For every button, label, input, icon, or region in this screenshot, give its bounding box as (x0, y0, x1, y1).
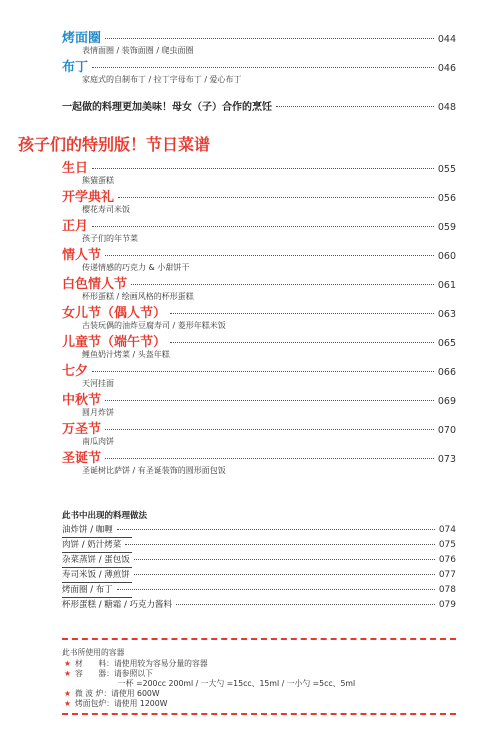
entry-subtitle: 圣诞树比萨饼 / 有圣诞装饰的圆形面包饭 (82, 466, 226, 475)
entry-subtitle: 樱花寿司米饭 (82, 205, 130, 214)
recipe-item[interactable] (62, 553, 456, 567)
toc-entry-holiday[interactable] (62, 447, 456, 476)
page-number: 076 (438, 555, 456, 565)
star-icon: ★ (64, 669, 71, 678)
page-number: 065 (437, 338, 456, 349)
leader-dots (125, 544, 435, 545)
entry-subtitle: 南瓜肉饼 (82, 437, 114, 446)
page-number: 044 (437, 34, 456, 45)
page-number: 059 (437, 222, 456, 233)
recipe-item[interactable] (62, 583, 456, 597)
leader-dots (92, 371, 434, 372)
section-heading: 孩子们的特别版！节日菜谱 (18, 135, 211, 154)
page-number: 069 (437, 396, 456, 407)
entry-title: 正月 (62, 219, 89, 234)
leader-dots (117, 589, 435, 590)
toc-entry-donuts[interactable] (62, 27, 456, 56)
leader-dots (170, 342, 434, 343)
page-number: 056 (437, 193, 456, 204)
recipe-label: 寿司米饭 / 薄煎饼 (62, 570, 130, 580)
leader-dots (105, 38, 434, 39)
leader-dots (131, 284, 434, 285)
toc-entry-holiday[interactable] (62, 389, 456, 418)
container-note-text: 容 器：请参照以下 (75, 669, 153, 678)
recipe-label: 杯形蛋糕 / 糖霜 / 巧克力酱料 (62, 600, 173, 610)
entry-subtitle: 表情面圈 / 装饰面圈 / 爬虫面圈 (82, 46, 194, 55)
entry-subtitle: 天河挂面 (82, 379, 114, 388)
dashed-divider-top (62, 638, 456, 640)
page-number: 061 (437, 280, 456, 291)
toc-entry-holiday[interactable] (62, 418, 456, 447)
container-note-text: 烤面包炉：请使用 1200W (75, 699, 168, 708)
recipe-label: 肉饼 / 奶汁烤菜 (62, 540, 122, 550)
toc-entry-pudding[interactable] (62, 56, 456, 85)
page-number: 070 (437, 425, 456, 436)
container-note (62, 688, 160, 698)
leader-dots (105, 429, 434, 430)
entry-title: 圣诞节 (62, 451, 102, 466)
entry-title: 烤面圈 (62, 31, 102, 46)
page-number: 048 (437, 102, 456, 113)
page-number: 060 (437, 251, 456, 262)
recipe-label: 烤面圈 / 布丁 (62, 585, 113, 595)
toc-entry-holiday[interactable] (62, 244, 456, 273)
page-number: 066 (437, 367, 456, 378)
toc-entry-holiday[interactable] (62, 186, 456, 215)
page-number: 046 (437, 63, 456, 74)
entry-title: 生日 (62, 161, 89, 176)
dashed-divider-bottom (62, 713, 456, 715)
leader-dots (105, 400, 434, 401)
entry-title: 白色情人节 (62, 277, 128, 292)
entry-subtitle: 鲤鱼奶汁烤菜 / 头盔年糕 (82, 350, 170, 359)
leader-dots (118, 197, 434, 198)
toc-entry-holiday[interactable] (62, 215, 456, 244)
entry-subtitle: 圆月炸饼 (82, 408, 114, 417)
container-note (62, 658, 208, 668)
star-icon: ★ (64, 699, 71, 708)
entry-subtitle: 传递情感的巧克力 & 小甜饼干 (82, 263, 190, 272)
entry-title: 一起做的料理更加美味！母女（子）合作的烹饪 (62, 102, 272, 113)
entry-title: 女儿节（偶人节） (62, 306, 167, 321)
recipe-label: 杂菜蒸饼 / 蛋包饭 (62, 555, 130, 565)
star-icon: ★ (64, 689, 71, 698)
recipe-item[interactable] (62, 568, 456, 582)
toc-entry-holiday[interactable] (62, 360, 456, 389)
entry-title: 开学典礼 (62, 190, 115, 205)
container-note (62, 668, 153, 678)
leader-dots (170, 313, 434, 314)
entry-subtitle: 熊猫蛋糕 (82, 176, 114, 185)
page-number: 074 (438, 525, 456, 535)
container-note (62, 698, 167, 708)
recipe-item[interactable] (62, 523, 456, 537)
leader-dots (92, 168, 434, 169)
entry-title: 七夕 (62, 364, 89, 379)
toc-entry-holiday[interactable] (62, 331, 456, 360)
recipe-item[interactable] (62, 538, 456, 552)
page-number: 073 (437, 454, 456, 465)
recipe-label: 油炸饼 / 咖喱 (62, 525, 113, 535)
leader-dots (176, 604, 435, 605)
entry-subtitle: 家庭式的自制布丁 / 拉丁字母布丁 / 爱心布丁 (82, 75, 242, 84)
leader-dots (105, 255, 434, 256)
leader-dots (117, 529, 435, 530)
leader-dots (134, 574, 435, 575)
entry-subtitle: 孩子们的年节菜 (82, 234, 138, 243)
leader-dots (276, 106, 434, 107)
recipe-item[interactable] (62, 598, 456, 612)
page-number: 055 (437, 164, 456, 175)
page-number: 075 (438, 540, 456, 550)
leader-dots (92, 226, 434, 227)
containers-heading: 此书所使用的容器 (62, 648, 125, 657)
container-note-text: 微 波 炉：请使用 600W (75, 689, 160, 698)
container-note-text: 一杯 =200cc 200ml / 一大勺 =15cc、15ml / 一小勺 =5cc、5ml (118, 679, 356, 688)
toc-entry-joint-cooking[interactable] (62, 98, 456, 115)
entry-title: 万圣节 (62, 422, 102, 437)
toc-entry-holiday[interactable] (62, 273, 456, 302)
leader-dots (92, 67, 434, 68)
toc-entry-holiday[interactable] (62, 302, 456, 331)
entry-title: 情人节 (62, 248, 102, 263)
page-number: 079 (438, 600, 456, 610)
page-number: 063 (437, 309, 456, 320)
entry-subtitle: 古装玩偶的油炸豆腐寿司 / 菱形年糕米饭 (82, 321, 226, 330)
entry-title: 布丁 (62, 60, 89, 75)
entry-title: 中秋节 (62, 393, 102, 408)
entry-title: 儿童节（端午节） (62, 335, 167, 350)
leader-dots (134, 559, 435, 560)
star-icon: ★ (64, 659, 71, 668)
recipes-heading: 此书中出现的料理做法 (62, 511, 148, 521)
entry-subtitle: 杯形蛋糕 / 绘画风格的杯形蛋糕 (82, 292, 194, 301)
leader-dots (105, 458, 434, 459)
container-note (118, 678, 355, 688)
page-number: 077 (438, 570, 456, 580)
toc-entry-holiday[interactable] (62, 157, 456, 186)
container-note-text: 材 料：请使用较为容易分量的容器 (75, 659, 208, 668)
page-number: 078 (438, 585, 456, 595)
